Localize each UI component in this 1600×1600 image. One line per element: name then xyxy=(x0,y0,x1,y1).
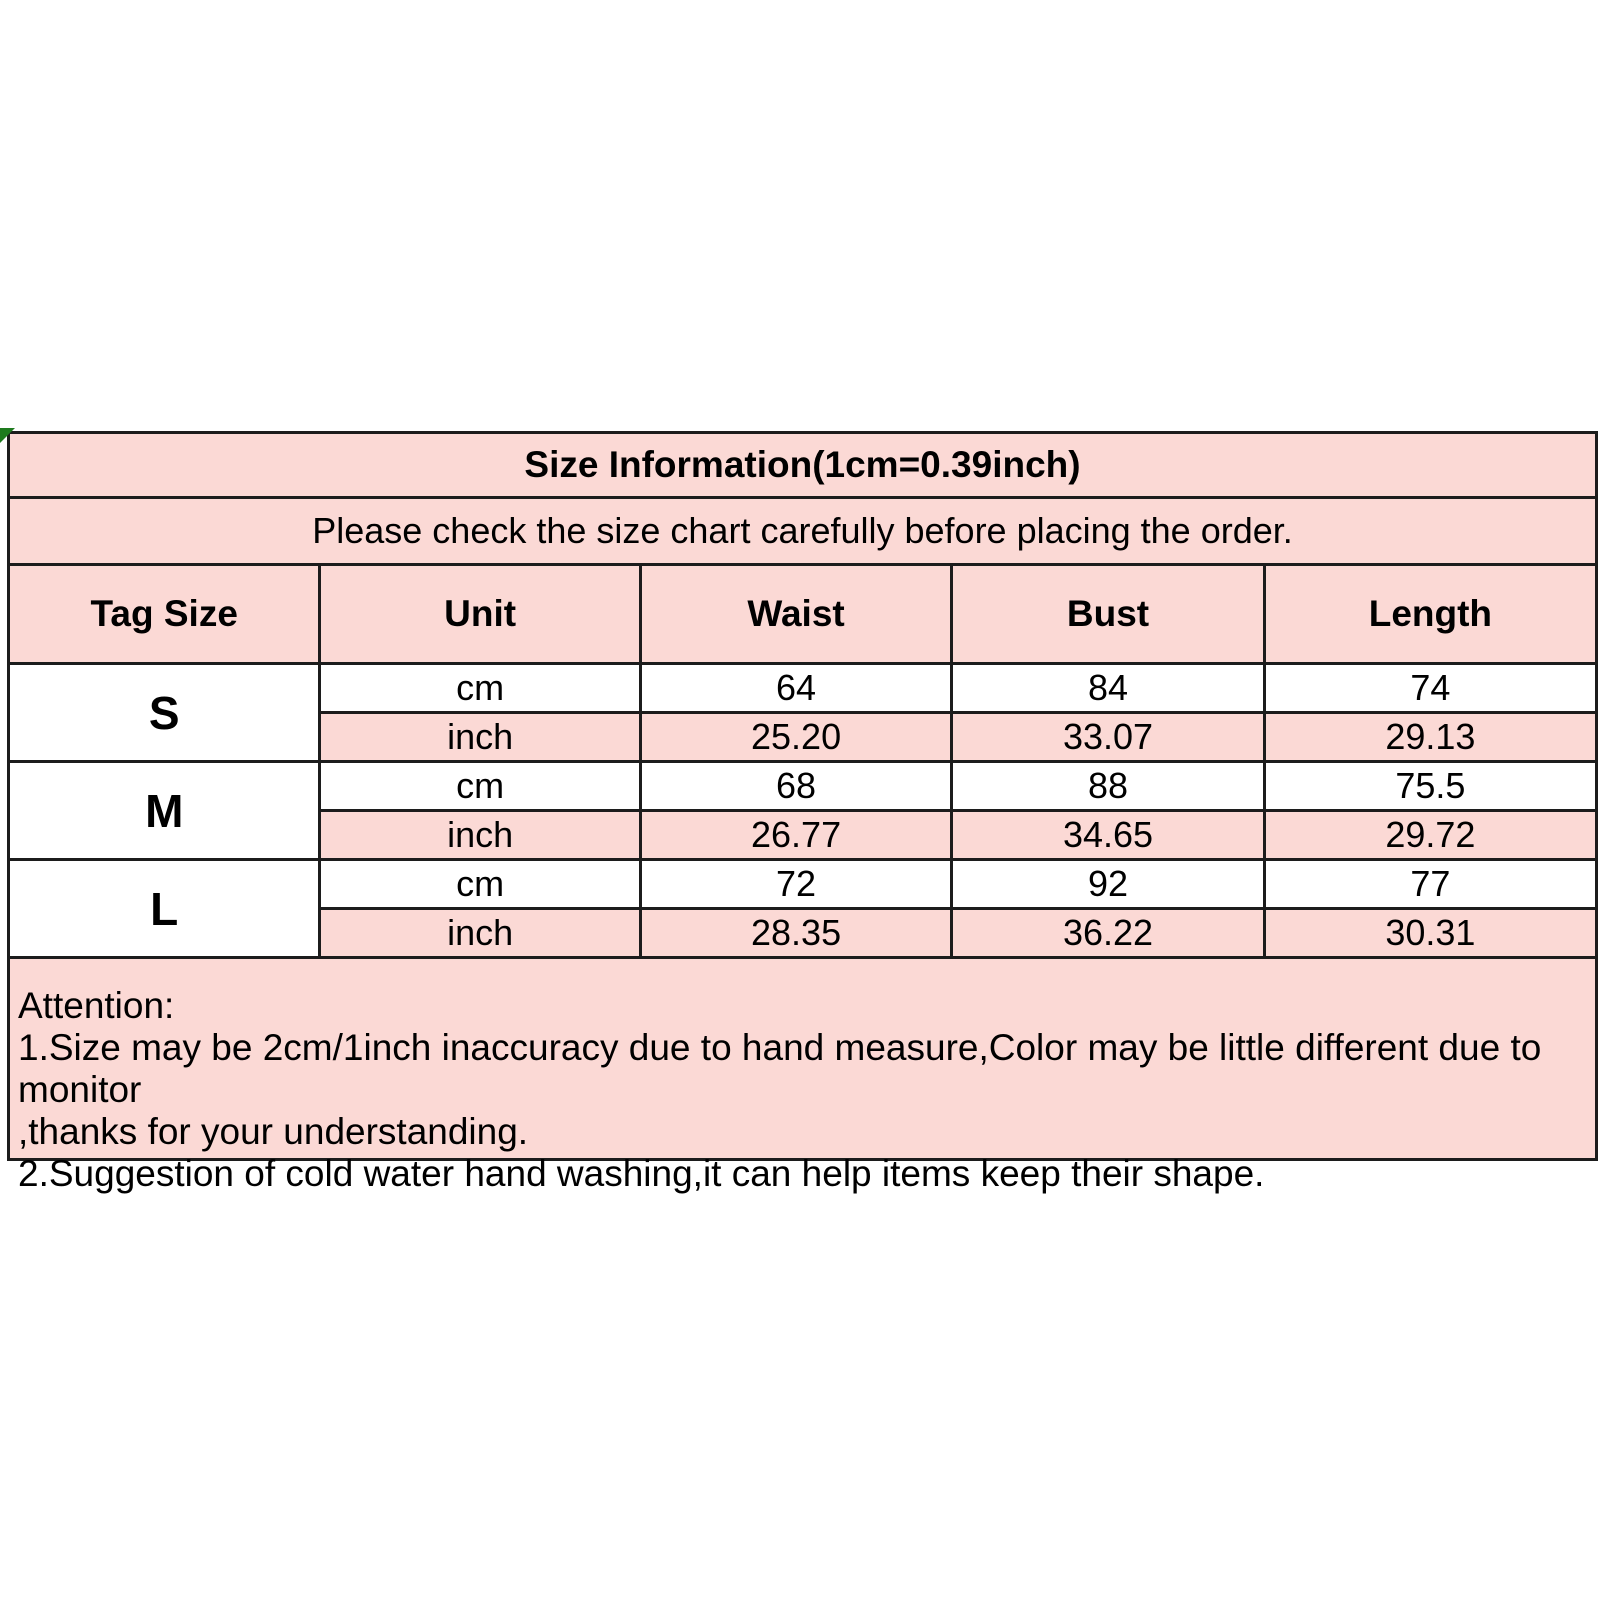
value-cell-l-cm-waist: 72 xyxy=(642,861,950,907)
col-header-tag-size: Tag Size xyxy=(10,566,318,662)
attention-line-3: 2.Suggestion of cold water hand washing,it can help items keep their shape. xyxy=(18,1153,1265,1194)
value-cell-l-inch-waist: 28.35 xyxy=(642,910,950,956)
value-cell-m-cm-bust: 88 xyxy=(953,763,1262,809)
value-cell-l-cm-length: 77 xyxy=(1266,861,1595,907)
unit-cell-s-cm: cm xyxy=(321,665,638,711)
unit-cell-l-inch: inch xyxy=(321,910,638,956)
value-cell-m-cm-length: 75.5 xyxy=(1266,763,1595,809)
table-title: Size Information(1cm=0.39inch) xyxy=(10,434,1595,496)
green-corner-marker-icon xyxy=(0,428,15,443)
value-cell-l-inch-bust: 36.22 xyxy=(953,910,1262,956)
size-tag-cell-m: M xyxy=(10,763,318,858)
attention-note-block xyxy=(10,959,1595,1194)
attention-line-1: 1.Size may be 2cm/1inch inaccuracy due to hand measure,Color may be little different due to monitor xyxy=(18,1027,1542,1110)
value-cell-m-inch-length: 29.72 xyxy=(1266,812,1595,858)
attention-line-2: ,thanks for your understanding. xyxy=(18,1111,529,1152)
table-subtitle: Please check the size chart carefully before placing the order. xyxy=(10,499,1595,563)
value-cell-s-inch-length: 29.13 xyxy=(1266,714,1595,760)
size-tag-cell-s: S xyxy=(10,665,318,760)
col-header-length: Length xyxy=(1266,566,1595,662)
value-cell-s-cm-length: 74 xyxy=(1266,665,1595,711)
value-cell-s-inch-bust: 33.07 xyxy=(953,714,1262,760)
value-cell-l-cm-bust: 92 xyxy=(953,861,1262,907)
unit-cell-m-cm: cm xyxy=(321,763,638,809)
value-cell-m-inch-waist: 26.77 xyxy=(642,812,950,858)
value-cell-s-cm-waist: 64 xyxy=(642,665,950,711)
unit-cell-l-cm: cm xyxy=(321,861,638,907)
unit-cell-s-inch: inch xyxy=(321,714,638,760)
value-cell-m-inch-bust: 34.65 xyxy=(953,812,1262,858)
col-header-bust: Bust xyxy=(953,566,1262,662)
size-table xyxy=(7,431,1598,1194)
col-header-unit: Unit xyxy=(321,566,638,662)
size-chart-sheet xyxy=(7,431,1598,1194)
value-cell-m-cm-waist: 68 xyxy=(642,763,950,809)
value-cell-s-inch-waist: 25.20 xyxy=(642,714,950,760)
value-cell-s-cm-bust: 84 xyxy=(953,665,1262,711)
size-tag-cell-l: L xyxy=(10,861,318,956)
value-cell-l-inch-length: 30.31 xyxy=(1266,910,1595,956)
attention-heading: Attention: xyxy=(18,985,175,1026)
unit-cell-m-inch: inch xyxy=(321,812,638,858)
col-header-waist: Waist xyxy=(642,566,950,662)
